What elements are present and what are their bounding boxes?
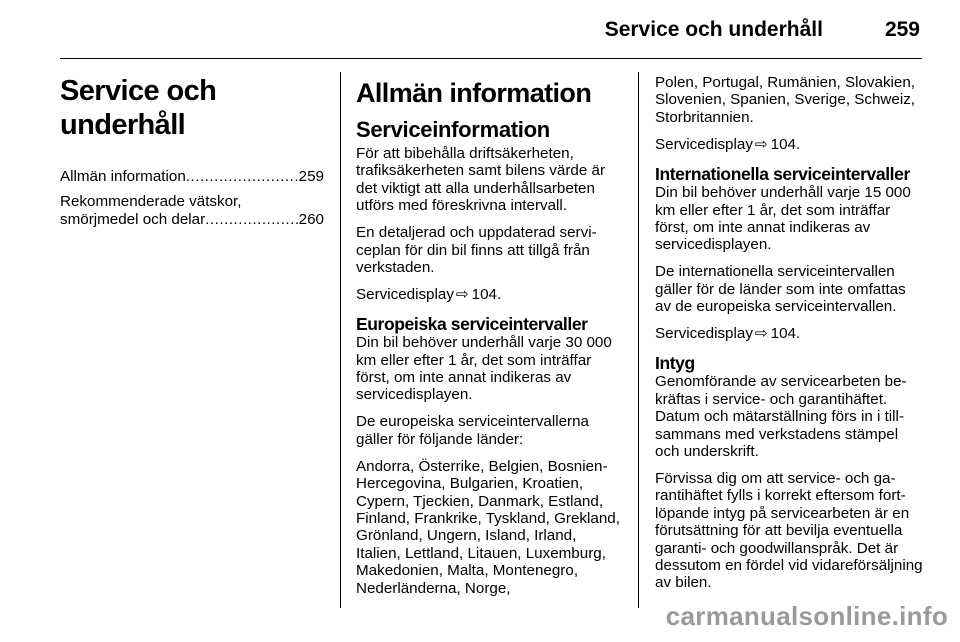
paragraph: En detaljerad och uppdaterad serviceplan för din bil finns att tillgå från verkstaden.	[356, 224, 597, 276]
paragraph: Genomförande av servicearbeten bekräftas i service- och garantihäftet. Datum och mätarställning förs in i tillsammans med verkstadens stämpel och underskrift.	[655, 373, 907, 460]
toc-entry-label: Allmän information	[60, 168, 186, 185]
watermark: carmanualsonline.info	[665, 601, 948, 631]
column-1	[60, 74, 324, 236]
cross-reference[interactable]: Servicedisplay ⇨ 104.	[655, 135, 801, 153]
toc-leader	[205, 211, 298, 228]
page-header	[60, 18, 920, 56]
paragraph: Förvissa dig om att service- och garantihäftet fylls i korrekt eftersom fortlöpande intyg på servicearbeten är en förutsättning för att bevilja eventuella garanti- och goodwillanspråk. Det är dessutom en fördel vid vidareförsäljning av bilen.	[655, 469, 923, 592]
toc-leader	[186, 168, 299, 185]
toc-entry-page: 260	[298, 210, 324, 228]
cross-reference[interactable]: Servicedisplay ⇨ 104.	[655, 324, 801, 342]
country-list-continued: Polen, Portugal, Rumänien, Slovakien, Slovenien, Spanien, Sverige, Schweiz, Storbritannien.	[655, 74, 916, 126]
page-ref-icon: ⇨	[754, 324, 768, 342]
page-number: 259	[884, 18, 920, 41]
toc-entry-label: smörjmedel och delar	[60, 210, 206, 228]
column-2	[356, 76, 624, 606]
column-divider-1	[340, 72, 341, 608]
toc-entry[interactable]	[60, 168, 324, 185]
column-divider-2	[638, 72, 639, 608]
page-ref-icon: ⇨	[455, 285, 469, 303]
paragraph: De europeiska serviceintervallerna gäller för följande länder:	[356, 413, 589, 448]
page-ref-icon: ⇨	[754, 135, 768, 153]
header-title: Service och underhåll	[604, 18, 823, 41]
international-intervals-heading: Internationella serviceintervaller	[655, 164, 910, 185]
toc-entry-label-line: Rekommenderade vätskor,	[60, 193, 242, 211]
european-intervals-heading: Europeiska serviceintervaller	[356, 314, 588, 335]
serviceinfo-heading: Serviceinformation	[356, 117, 550, 142]
toc-entry[interactable]	[60, 193, 324, 228]
column-3	[655, 74, 923, 601]
section-title: Allmän information	[356, 78, 592, 108]
toc-entry-page: 259	[298, 168, 324, 185]
intyg-heading: Intyg	[655, 353, 695, 374]
paragraph: De internationella serviceintervallen gäller för de länder som inte omfattas av de europeiska serviceintervallen.	[655, 263, 906, 316]
header-rule	[60, 58, 922, 59]
paragraph: För att bibehålla driftsäkerheten, trafiksäkerheten samt bilens värde är det viktigt att alla underhållsarbeten utförs med föreskrivna intervall.	[356, 145, 606, 215]
chapter-title: Service och underhåll	[60, 75, 217, 141]
paragraph: Din bil behöver underhåll varje 15 000 km eller efter 1 år, det som inträffar först, om inte annat indikeras av servicedisplayen.	[655, 184, 911, 254]
paragraph: Din bil behöver underhåll varje 30 000 km eller efter 1 år, det som inträffar först, om inte annat indikeras av servicedisplayen.	[356, 334, 612, 404]
country-list: Andorra, Österrike, Belgien, Bosnien-Hercegovina, Bulgarien, Kroatien, Cypern, Tjeckien, Danmark, Estland, Finland, Frankrike, Tyskland, Grekland, Grönland, Ungern, Island, Irland, Italien, Lettland, Litauen, Luxemburg, Makedonien, Malta, Montenegro, Nederländerna, Norge,	[356, 457, 620, 597]
cross-reference[interactable]: Servicedisplay ⇨ 104.	[356, 285, 502, 303]
